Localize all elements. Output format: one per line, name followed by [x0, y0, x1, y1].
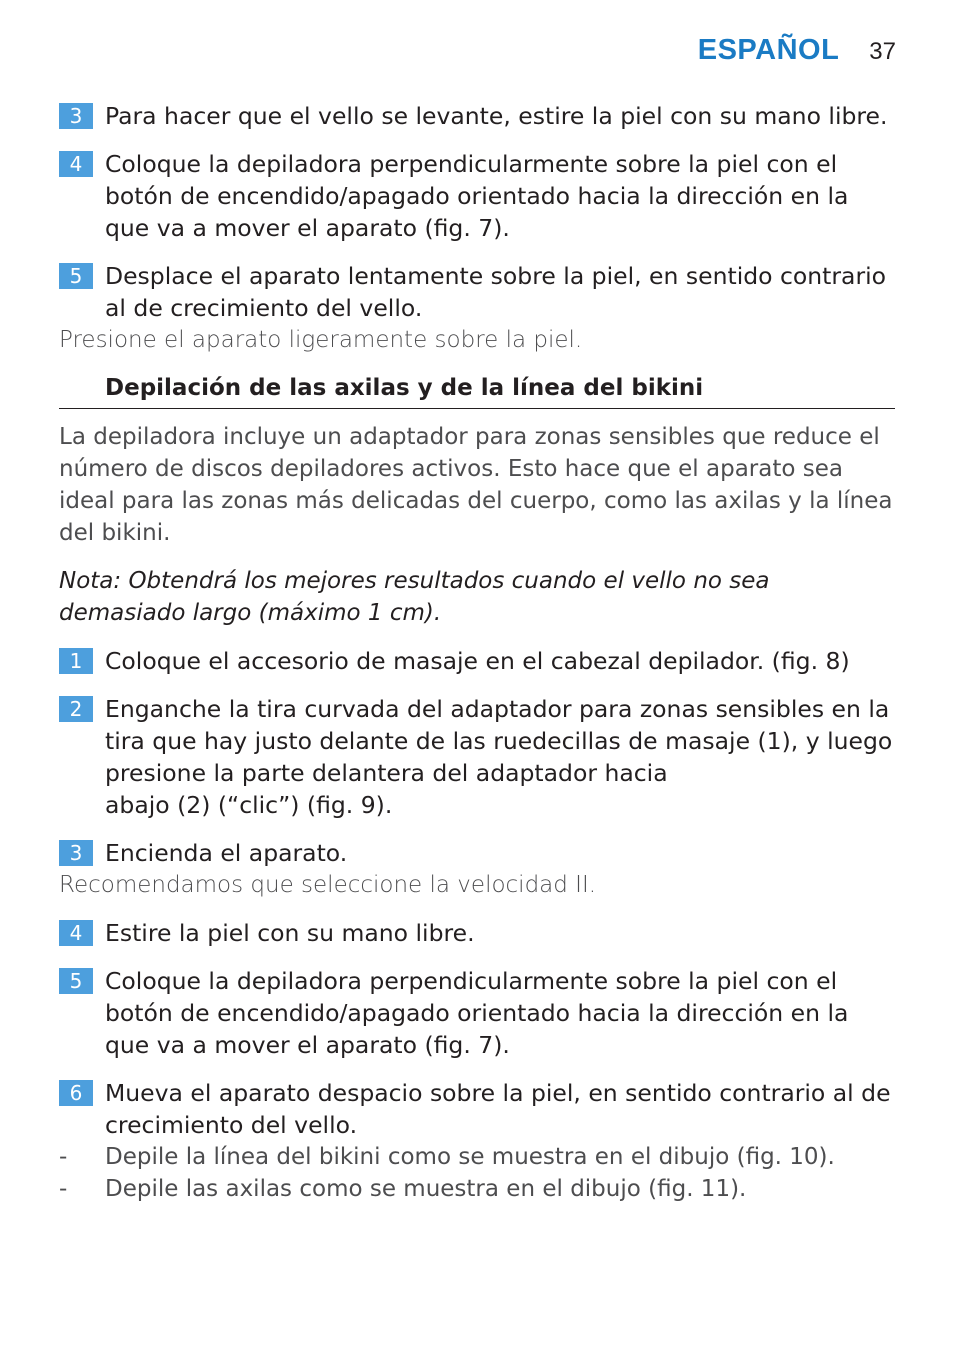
step-text: Coloque la depiladora perpendicularmente sobre la piel con el botón de encendido/apagado orientado hacia la dirección en la que va a mover el aparato (fig. 7).	[105, 967, 849, 1059]
page-content	[59, 100, 895, 1205]
bullet-text: Depile las axilas como se muestra en el dibujo (fig. 11).	[105, 1176, 747, 1202]
step-text: Coloque la depiladora perpendicularmente sobre la piel con el botón de encendido/apagado orientado hacia la dirección en la que va a mover el aparato (fig. 7).	[105, 150, 849, 242]
step-note: Presione el aparato ligeramente sobre la piel.	[59, 327, 583, 353]
step-text: Desplace el aparato lentamente sobre la piel, en sentido contrario al de crecimiento del vello.	[105, 262, 887, 322]
step-2	[59, 693, 895, 821]
step-5-top	[59, 260, 895, 324]
step-5	[59, 965, 895, 1061]
section-intro: La depiladora incluye un adaptador para zonas sensibles que reduce el número de discos depiladores activos. Esto hace que el aparato sea ideal para las zonas más delicadas del cuerpo, como las axilas y la línea del bikini.	[59, 424, 893, 546]
step-text: Mueva el aparato despacio sobre la piel, en sentido contrario al de crecimiento del vello.	[105, 1079, 891, 1139]
step-6	[59, 1077, 895, 1141]
bullet-item	[59, 1173, 895, 1205]
step-number-badge: 3	[59, 103, 93, 129]
step-1	[59, 645, 895, 677]
dash-marker: -	[59, 1176, 68, 1202]
dash-marker: -	[59, 1144, 68, 1170]
step-text: Estire la piel con su mano libre.	[105, 919, 475, 947]
step-number-badge: 5	[59, 968, 93, 994]
step-number-badge: 1	[59, 648, 93, 674]
step-number-badge: 3	[59, 840, 93, 866]
page-number: 37	[869, 38, 896, 65]
bullet-text: Depile la línea del bikini como se muestra en el dibujo (fig. 10).	[105, 1144, 835, 1170]
step-text: Coloque el accesorio de masaje en el cabezal depilador. (fig. 8)	[105, 647, 850, 675]
step-text: Para hacer que el vello se levante, estire la piel con su mano libre.	[105, 102, 888, 130]
step-text: Encienda el aparato.	[105, 839, 348, 867]
page-header	[698, 34, 896, 67]
step-number-badge: 4	[59, 920, 93, 946]
step-text-continued: abajo (2) (“clic”) (fig. 9).	[105, 791, 393, 819]
step-number-badge: 5	[59, 263, 93, 289]
step-4-top	[59, 148, 895, 244]
step-number-badge: 2	[59, 696, 93, 722]
step-3	[59, 837, 895, 869]
step-number-badge: 6	[59, 1080, 93, 1106]
step-number-badge: 4	[59, 151, 93, 177]
step-text: Enganche la tira curvada del adaptador para zonas sensibles en la tira que hay justo delante de las ruedecillas de masaje (1), y luego presione la parte delantera del adaptador hacia	[105, 695, 893, 787]
bullet-item	[59, 1141, 895, 1173]
language-label: ESPAÑOL	[697, 34, 840, 66]
step-3-top	[59, 100, 895, 132]
step-4	[59, 917, 895, 949]
step-note: Recomendamos que seleccione la velocidad II.	[59, 872, 597, 898]
section-note: Nota: Obtendrá los mejores resultados cuando el vello no sea demasiado largo (máximo 1 cm).	[59, 568, 770, 626]
section-heading: Depilación de las axilas y de la línea del bikini	[59, 372, 895, 409]
